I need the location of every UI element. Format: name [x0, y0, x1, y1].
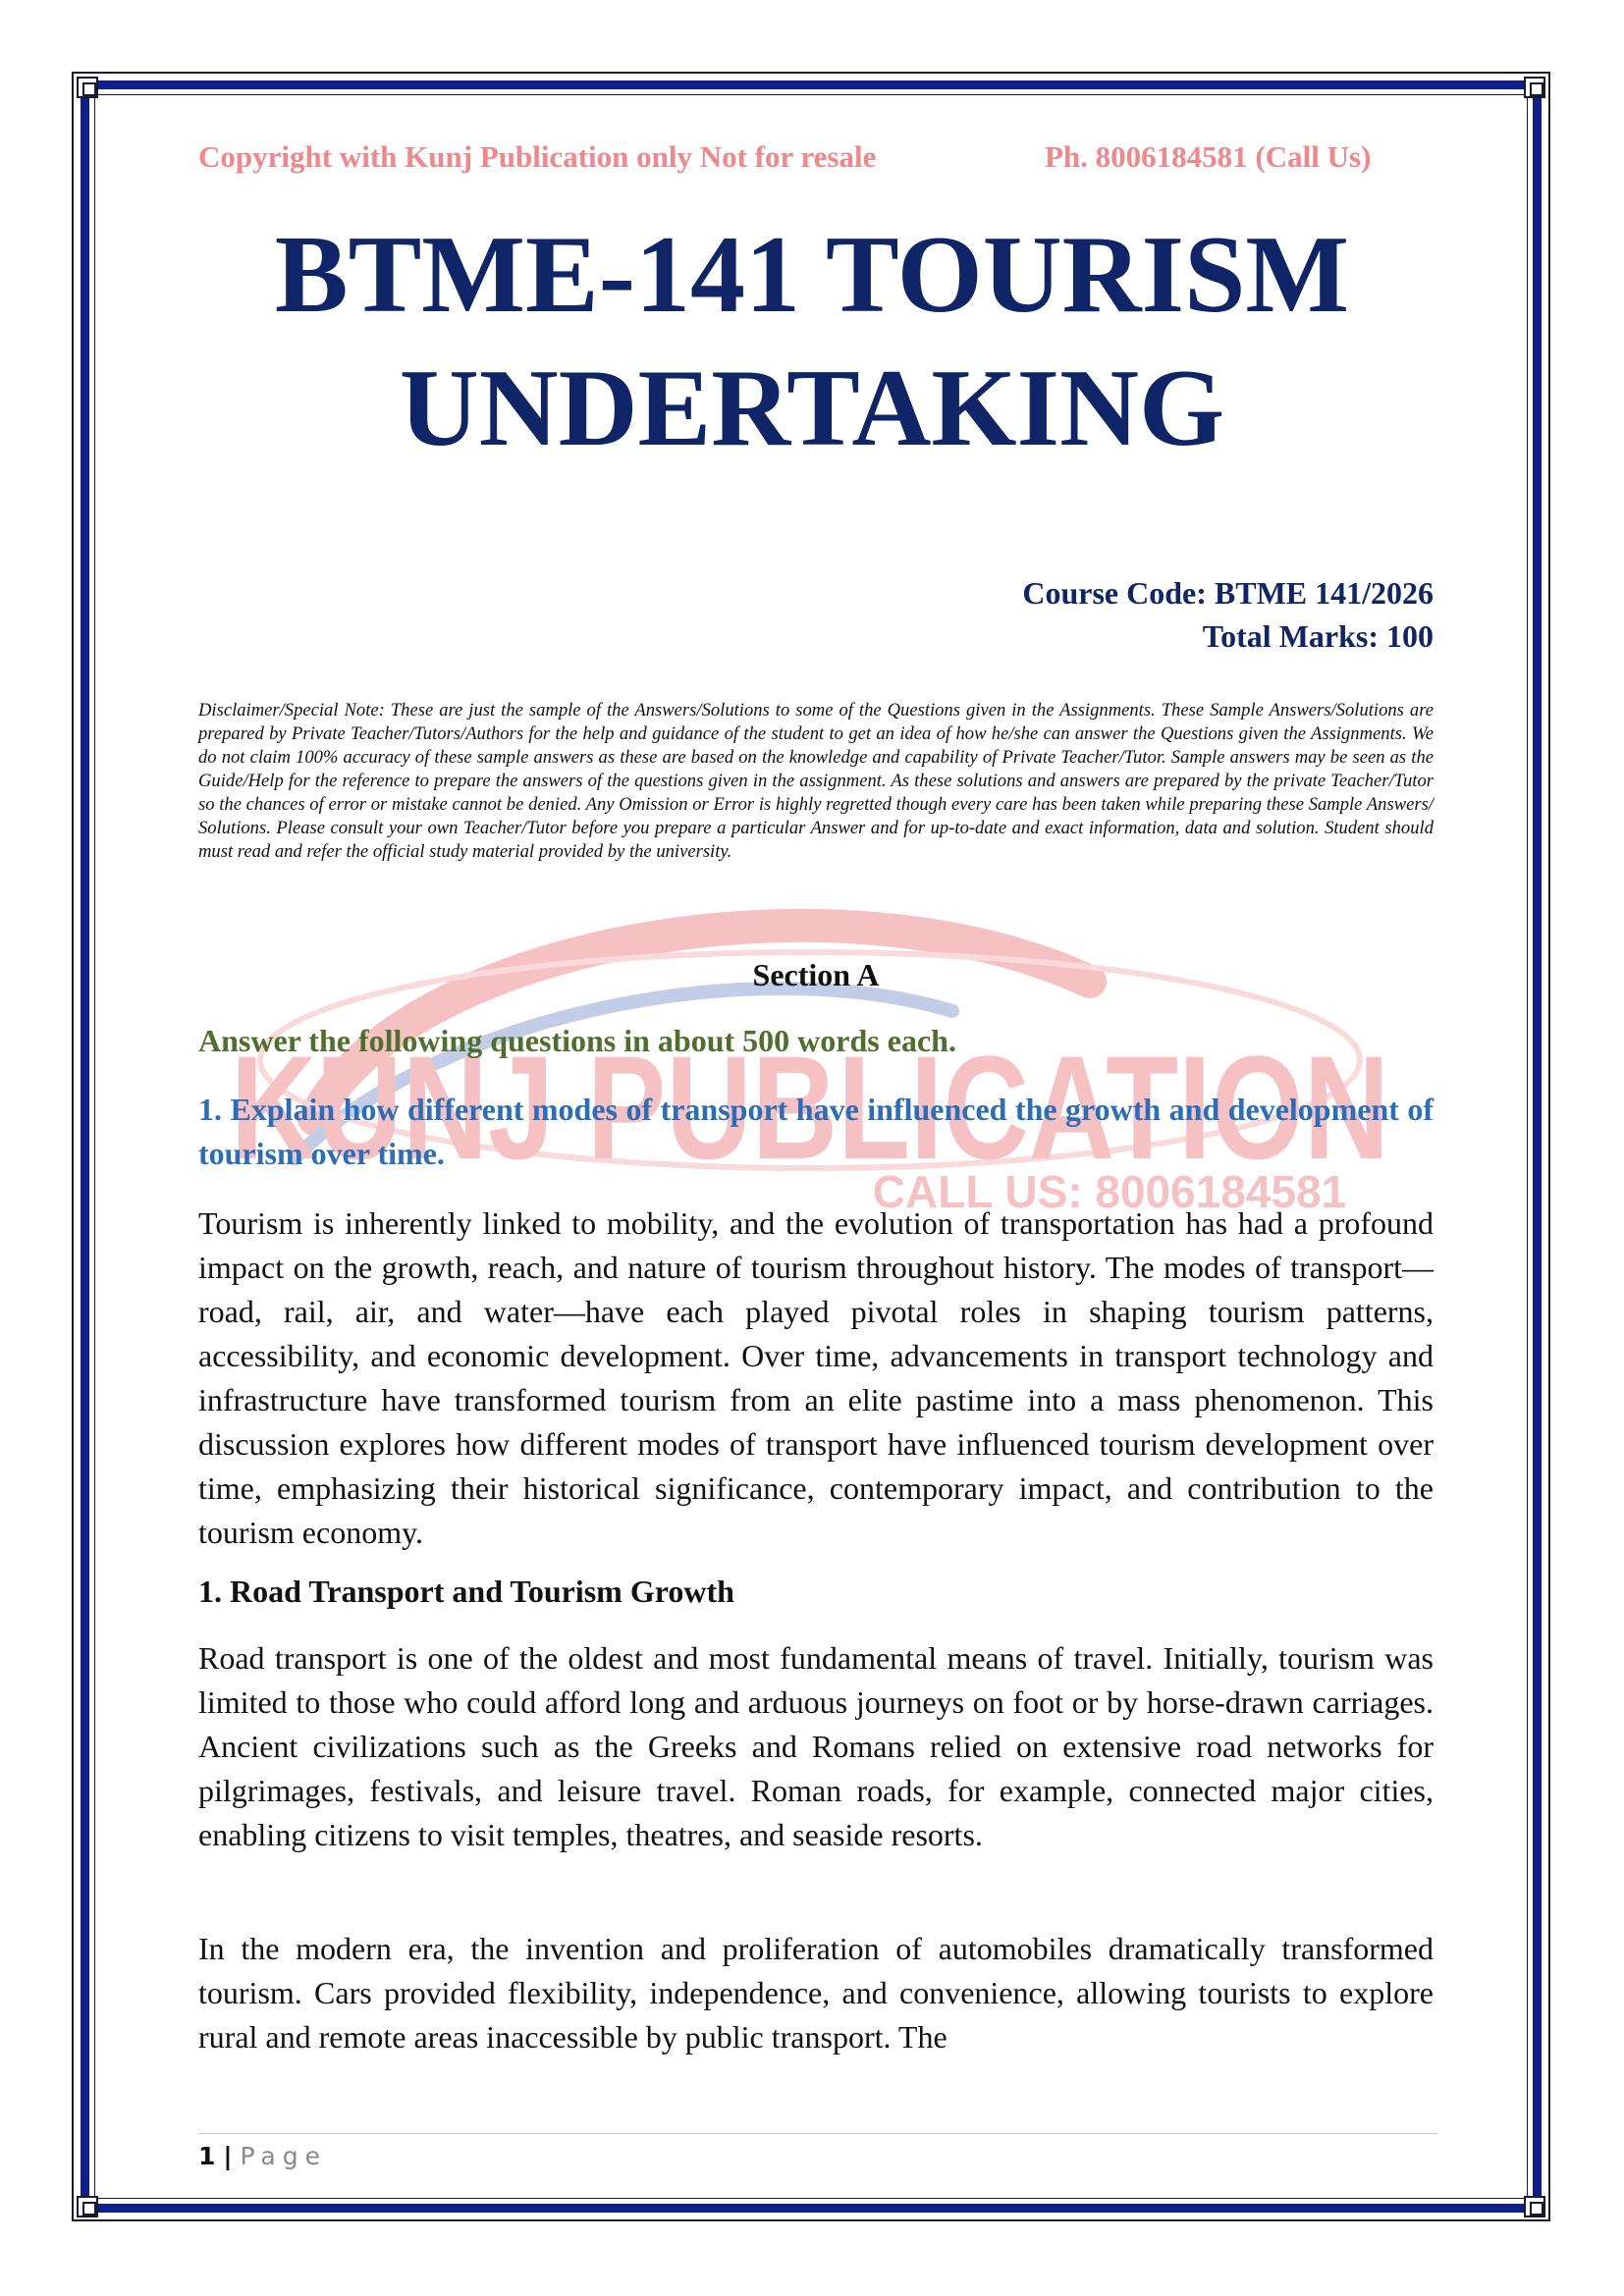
corner-ornament-bottom-left	[77, 2196, 98, 2217]
copyright-text: Copyright with Kunj Publication only Not for resale	[198, 139, 877, 174]
corner-ornament-top-right	[1524, 77, 1545, 98]
road-transport-paragraph-1: Road transport is one of the oldest and most fundamental means of travel. Initially, tourism was limited to those who could afford long and arduous journeys on foot or by horse-drawn carriages. Ancient civilizations such as the Greeks and Romans relied on extensive road networks for pilgrimages, festivals, and leisure travel. Roman roads, for example, connected major cities, enabling citizens to visit temples, theatres, and seaside resorts.	[198, 1640, 1434, 1852]
page-number: 1	[198, 2142, 216, 2170]
title-line-1: BTME-141 TOURISM	[274, 214, 1350, 336]
section-heading: Section A	[752, 957, 880, 992]
watermark-brand-text: KUNJ PUBLICATION	[231, 1025, 1389, 1190]
footer-divider	[198, 2133, 1437, 2134]
road-transport-paragraph-2: In the modern era, the invention and proliferation of automobiles dramatically transformed tourism. Cars provided flexibility, independence, and convenience, allowing tourists to explore rural and remote areas inaccessible by public transport. The	[198, 1931, 1434, 2055]
watermark-call-text: CALL US: 8006184581	[872, 1166, 1347, 1217]
disclaimer-note: Disclaimer/Special Note: These are just the sample of the Answers/Solutions to some of the Questions given in the Assignments. These Sample Answers/Solutions are prepared by Private Teacher/Tutors/Authors for the help and guidance of the student to get an idea of how he/she can answer the Questions given the Assignments. We do not claim 100% accuracy of these sample answers as these are based on the knowledge and capability of Private Teacher/Tutor. Sample answers may be seen as the Guide/Help for the reference to prepare the answers of the questions given in the assignment. As these solutions and answers are prepared by the private Teacher/Tutor so the chances of error or mistake cannot be denied. Any Omission or Error is highly regretted though every care has been taken while preparing these Sample Answers/ Solutions. Please consult your own Teacher/Tutor before you prepare a particular Answer and for up-to-date and exact information, data and solution. Student should must read and refer the official study material provided by the university.	[198, 700, 1434, 862]
corner-ornament-bottom-right	[1524, 2196, 1545, 2217]
subheading-road-transport: 1. Road Transport and Tourism Growth	[198, 1574, 734, 1609]
title-line-2: UNDERTAKING	[399, 347, 1225, 469]
page-label: Page	[240, 2142, 327, 2170]
document-title	[147, 208, 1477, 475]
question-1: 1. Explain how different modes of transport have influenced the growth and development of tourism over time.	[198, 1092, 1434, 1171]
section-instruction: Answer the following questions in about 500 words each.	[198, 1023, 956, 1058]
total-marks: Total Marks: 100	[1202, 618, 1434, 654]
copyright-notice	[198, 139, 1434, 175]
page-footer	[198, 2142, 327, 2170]
course-code: Course Code: BTME 141/2026	[1022, 575, 1434, 611]
answer-intro-paragraph: Tourism is inherently linked to mobility, and the evolution of transportation has had a profound impact on the growth, reach, and nature of tourism throughout history. The modes of transport—road, rail, air, and water—have each played pivotal roles in shaping tourism patterns, accessibility, and economic development. Over time, advancements in transport technology and infrastructure have transformed tourism from an elite pastime into a mass phenomenon. This discussion explores how different modes of transport have influenced tourism development over time, emphasizing their historical significance, contemporary impact, and contribution to the tourism economy.	[198, 1205, 1434, 1550]
page-separator: |	[223, 2142, 233, 2170]
corner-ornament-top-left	[77, 77, 98, 98]
contact-phone: Ph. 8006184581 (Call Us)	[1045, 139, 1372, 174]
